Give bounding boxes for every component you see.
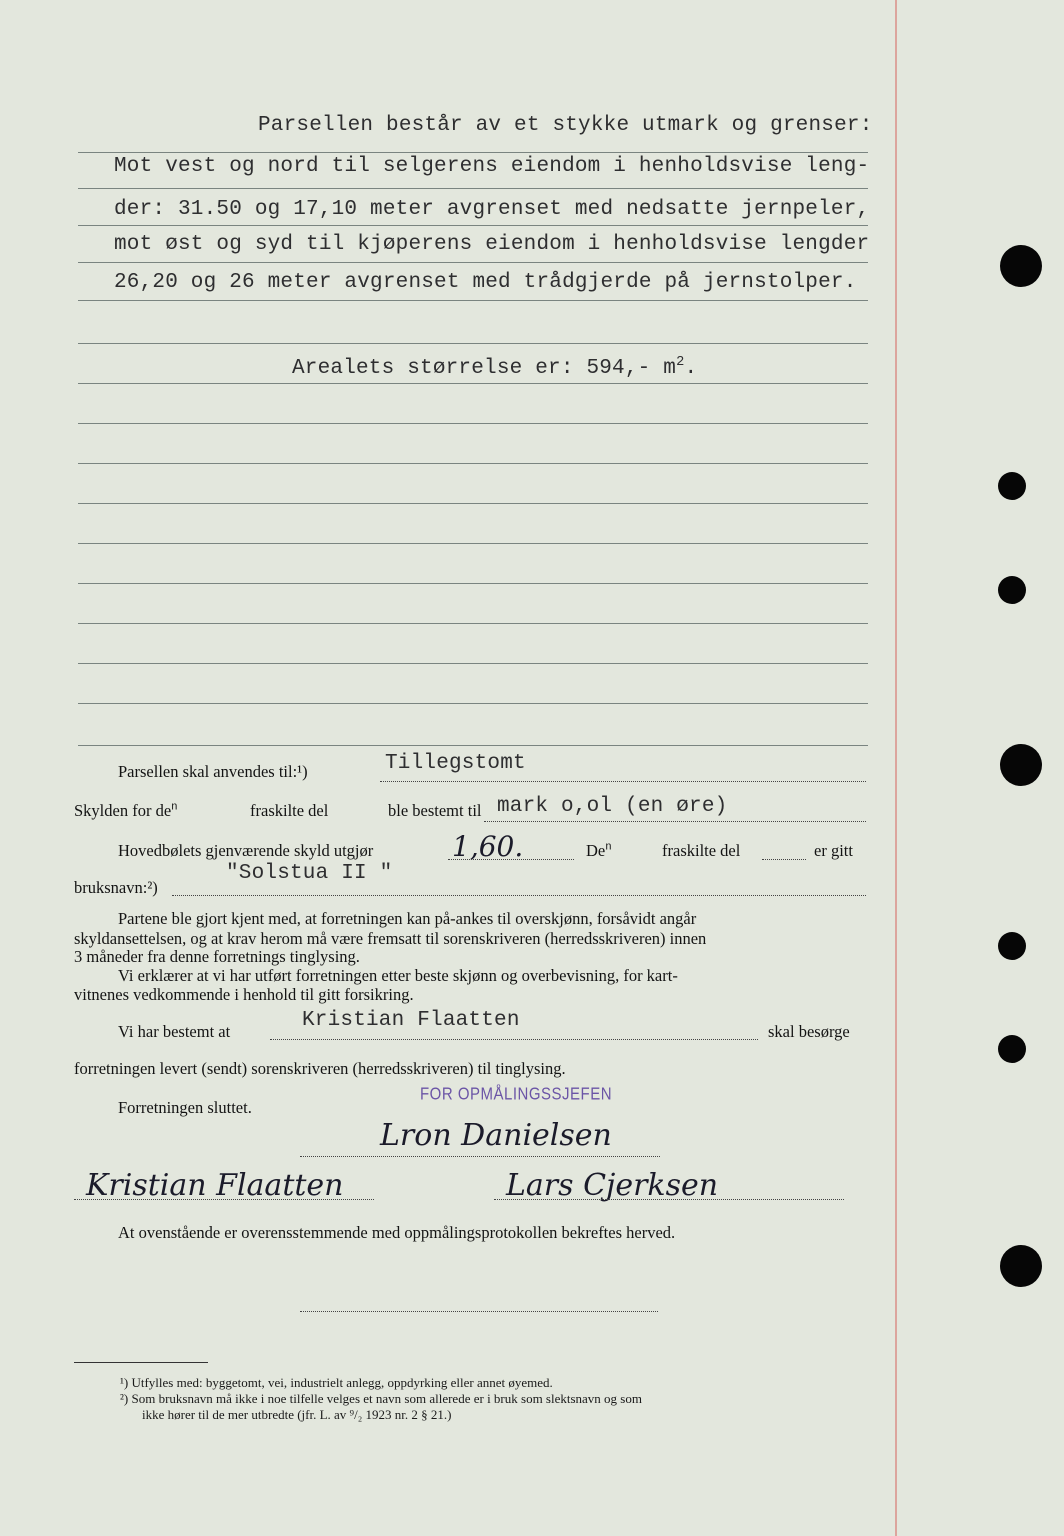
- ruled-line: [78, 543, 868, 544]
- ruled-line: [78, 152, 868, 153]
- bruk-dotted-line: [172, 894, 866, 896]
- ruled-line: [78, 423, 868, 424]
- area-sup: 2: [676, 355, 685, 370]
- ruled-line: [78, 663, 868, 664]
- ruled-line: [78, 703, 868, 704]
- binder-hole: [998, 576, 1026, 604]
- hoved-dotted-line-2: [762, 858, 806, 860]
- hoved-fraskilte: fraskilte del: [662, 841, 741, 860]
- signature-line-1: [300, 1155, 660, 1157]
- ruled-line: [78, 383, 868, 384]
- signature-3: Lars Cjerksen: [506, 1168, 719, 1203]
- use-label: Parsellen skal anvendes til:¹): [118, 762, 308, 781]
- sluttet-text: Forretningen sluttet.: [118, 1098, 252, 1117]
- footnote-2-line2: ikke hører til de mer utbredte (jfr. L. av ⁹/₂ 1923 nr. 2 § 21.): [142, 1407, 452, 1422]
- binder-hole: [1000, 744, 1042, 786]
- para1-line2: skyldansettelsen, og at krav herom må være fremsatt til sorenskriveren (herredsskriveren) innen: [74, 929, 707, 948]
- hoved-de: [586, 841, 612, 861]
- binder-hole: [998, 472, 1026, 500]
- typed-line-4: mot øst og syd til kjøperens eiendom i henholdsvise lengder: [114, 233, 870, 256]
- hoved-de-text: De: [586, 841, 606, 860]
- official-stamp: FOR OPMÅLINGSSJEFEN: [420, 1084, 613, 1105]
- ruled-line: [78, 225, 868, 226]
- bestemt-label: Vi har bestemt at: [118, 1022, 231, 1041]
- typed-line-2: Mot vest og nord til selgerens eiendom i henholdsvise leng-: [114, 155, 870, 178]
- footnote-rule: [74, 1362, 208, 1363]
- binder-hole: [998, 1035, 1026, 1063]
- bruk-label: bruksnavn:²): [74, 878, 158, 897]
- ruled-line: [78, 583, 868, 584]
- bestemt-suffix: skal besørge: [768, 1022, 850, 1041]
- red-margin-line: [895, 0, 897, 1536]
- signature-2: Kristian Flaatten: [86, 1168, 344, 1203]
- skyld-label-b: fraskilte del: [250, 801, 329, 820]
- attest-signature-line: [300, 1310, 658, 1312]
- signature-line-3: [494, 1198, 844, 1200]
- typed-line-5: 26,20 og 26 meter avgrenset med trådgjerde på jernstolper.: [114, 271, 857, 294]
- para1-line1: Partene ble gjort kjent med, at forretningen kan på-ankes til overskjønn, forsåvidt angår: [118, 909, 697, 928]
- skyld-value: mark o,ol (en øre): [497, 795, 728, 818]
- skyld-sup: n: [171, 801, 178, 814]
- bestemt-dotted-line: [270, 1038, 758, 1040]
- use-value: Tillegstomt: [385, 752, 526, 775]
- ruled-line: [78, 262, 868, 263]
- binder-hole: [1000, 1245, 1042, 1287]
- ruled-line: [78, 343, 868, 344]
- area-text: Arealets størrelse er: 594,- m: [292, 357, 677, 380]
- para1-line3: 3 måneder fra denne forretnings tinglysing.: [74, 947, 360, 966]
- footnote-2-line1: ²) Som bruksnavn må ikke i noe tilfelle velges et navn som allerede er i bruk som slektsnavn og som: [120, 1391, 642, 1406]
- signature-line-2: [74, 1198, 374, 1200]
- hoved-label: Hovedbølets gjenværende skyld utgjør: [118, 841, 374, 860]
- bruk-value: "Solstua II ": [226, 862, 393, 885]
- hoved-value: 1,60.: [452, 830, 524, 863]
- bestemt-value: Kristian Flaatten: [302, 1009, 520, 1032]
- skyld-dotted-line: [484, 820, 866, 822]
- area-line: [292, 355, 697, 380]
- use-dotted-line: [380, 780, 866, 782]
- skyld-line: [74, 801, 178, 821]
- hoved-de-sup: n: [605, 841, 612, 854]
- area-suffix: .: [684, 357, 698, 380]
- ruled-line: [78, 745, 868, 746]
- hoved-dotted-line: [448, 858, 574, 860]
- hoved-gitt: er gitt: [814, 841, 853, 860]
- skyld-label-c: ble bestemt til: [388, 801, 482, 820]
- typed-line-3: der: 31.50 og 17,10 meter avgrenset med nedsatte jernpeler,: [114, 198, 870, 221]
- attest-text: At ovenstående er overensstemmende med oppmålingsprotokollen bekreftes herved.: [118, 1223, 676, 1242]
- skyld-label-a: Skylden for de: [74, 801, 172, 820]
- ruled-line: [78, 503, 868, 504]
- levert-line: forretningen levert (sendt) sorenskriveren (herredsskriveren) til tinglysing.: [74, 1059, 566, 1078]
- binder-hole: [1000, 245, 1042, 287]
- footnote-1: ¹) Utfylles med: byggetomt, vei, industrielt anlegg, oppdyrking eller annet øyemed.: [120, 1375, 553, 1390]
- para2-line2: vitnenes vedkommende i henhold til gitt forsikring.: [74, 985, 414, 1004]
- ruled-line: [78, 188, 868, 189]
- ruled-line: [78, 463, 868, 464]
- binder-hole: [998, 932, 1026, 960]
- signature-1: Lron Danielsen: [380, 1118, 612, 1153]
- typed-line-1: Parsellen består av et stykke utmark og grenser:: [258, 114, 873, 137]
- ruled-line: [78, 623, 868, 624]
- para2-line1: Vi erklærer at vi har utført forretningen etter beste skjønn og overbevisning, for kart-: [118, 966, 678, 985]
- ruled-line: [78, 300, 868, 301]
